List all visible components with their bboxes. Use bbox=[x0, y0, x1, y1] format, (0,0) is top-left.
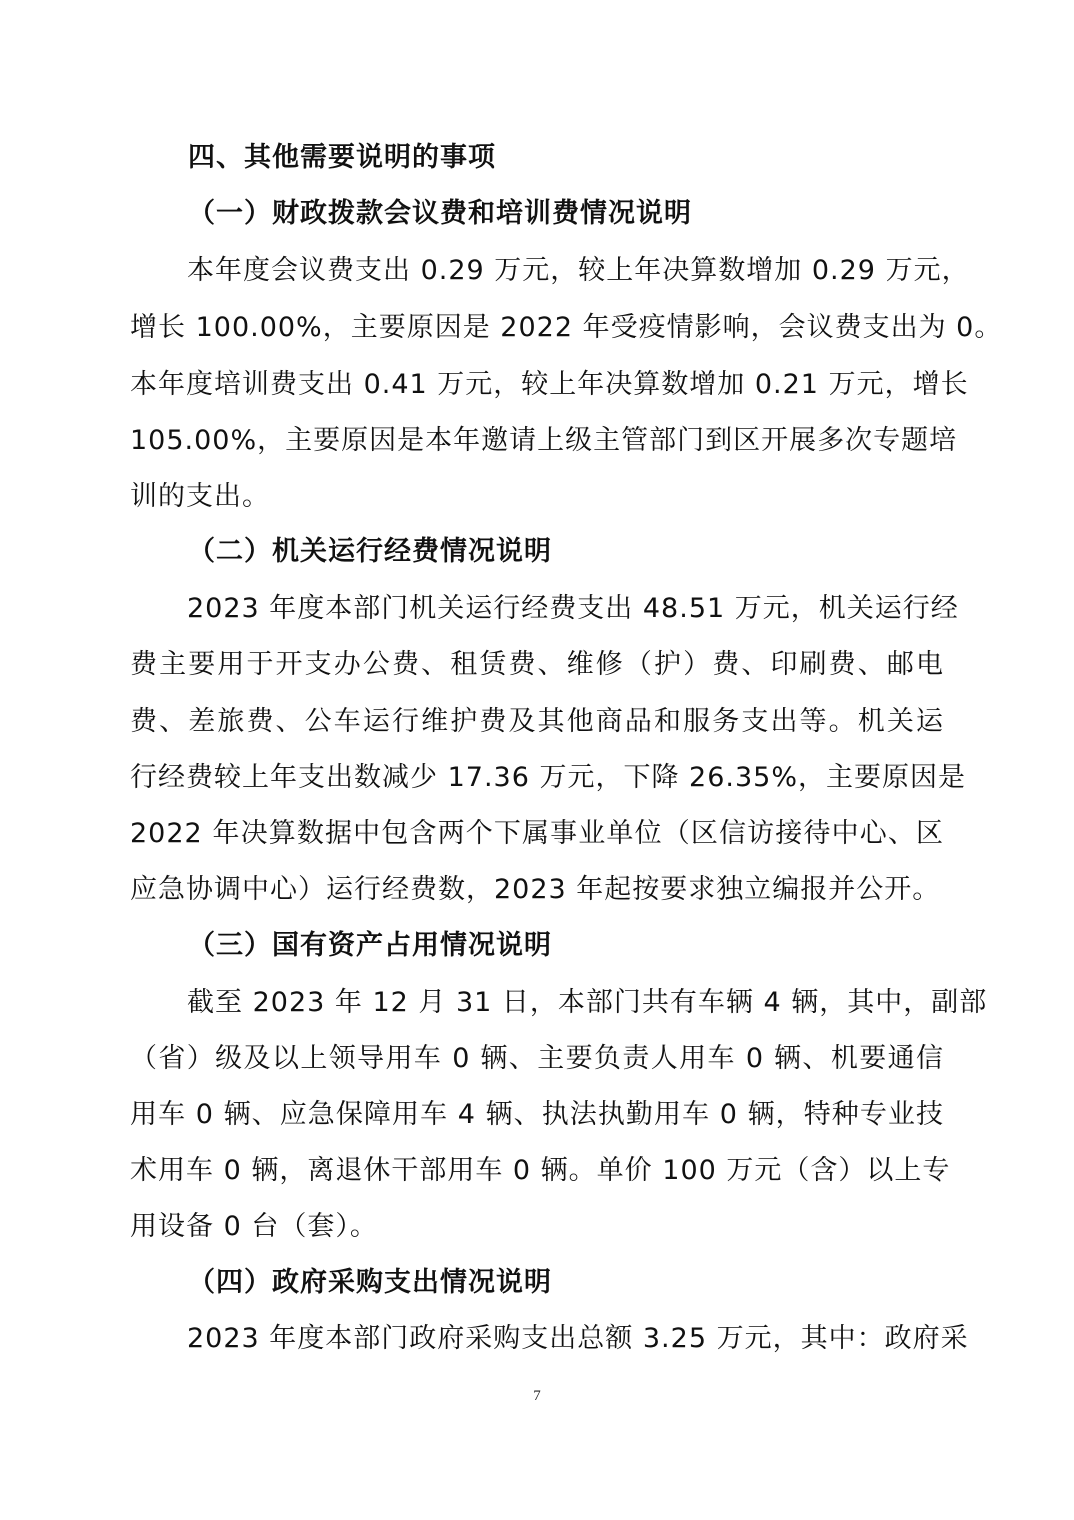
paragraph-line: 行经费较上年支出数减少 17.36 万元，下降 26.35%，主要原因是 bbox=[130, 762, 966, 793]
subsection-heading-3: （三）国有资产占用情况说明 bbox=[188, 930, 552, 961]
paragraph-line: 本年度会议费支出 0.29 万元，较上年决算数增加 0.29 万元， bbox=[187, 255, 970, 286]
paragraph-line: 增长 100.00%，主要原因是 2022 年受疫情影响，会议费支出为 0。 bbox=[130, 312, 1003, 343]
paragraph-line: （省）级及以上领导用车 0 辆、主要负责人用车 0 辆、机要通信 bbox=[130, 1043, 944, 1074]
paragraph-line: 应急协调中心）运行经费数，2023 年起按要求独立编报并公开。 bbox=[130, 874, 941, 905]
subsection-heading-1: （一）财政拨款会议费和培训费情况说明 bbox=[188, 198, 692, 229]
paragraph-line: 用车 0 辆、应急保障用车 4 辆、执法执勤用车 0 辆，特种专业技 bbox=[130, 1099, 944, 1130]
paragraph-line: 2023 年度本部门政府采购支出总额 3.25 万元，其中：政府采 bbox=[187, 1323, 969, 1354]
subsection-heading-2: （二）机关运行经费情况说明 bbox=[188, 536, 552, 567]
paragraph-line: 2022 年决算数据中包含两个下属事业单位（区信访接待中心、区 bbox=[130, 818, 944, 849]
paragraph-line: 术用车 0 辆，离退休干部用车 0 辆。单价 100 万元（含）以上专 bbox=[130, 1155, 951, 1186]
paragraph-line: 用设备 0 台（套）。 bbox=[130, 1211, 378, 1242]
paragraph-line: 训的支出。 bbox=[130, 481, 270, 512]
subsection-heading-4: （四）政府采购支出情况说明 bbox=[188, 1267, 552, 1298]
paragraph-line: 105.00%，主要原因是本年邀请上级主管部门到区开展多次专题培 bbox=[130, 425, 958, 456]
page-number: 7 bbox=[533, 1388, 541, 1404]
paragraph-line: 费、差旅费、公车运行维护费及其他商品和服务支出等。机关运 bbox=[130, 706, 944, 737]
paragraph-line: 费主要用于开支办公费、租赁费、维修（护）费、印刷费、邮电 bbox=[130, 649, 944, 680]
paragraph-line: 截至 2023 年 12 月 31 日，本部门共有车辆 4 辆，其中，副部 bbox=[187, 987, 988, 1018]
paragraph-line: 2023 年度本部门机关运行经费支出 48.51 万元，机关运行经 bbox=[187, 593, 959, 624]
paragraph-line: 本年度培训费支出 0.41 万元，较上年决算数增加 0.21 万元，增长 bbox=[130, 369, 969, 400]
section-title: 四、其他需要说明的事项 bbox=[188, 142, 496, 173]
